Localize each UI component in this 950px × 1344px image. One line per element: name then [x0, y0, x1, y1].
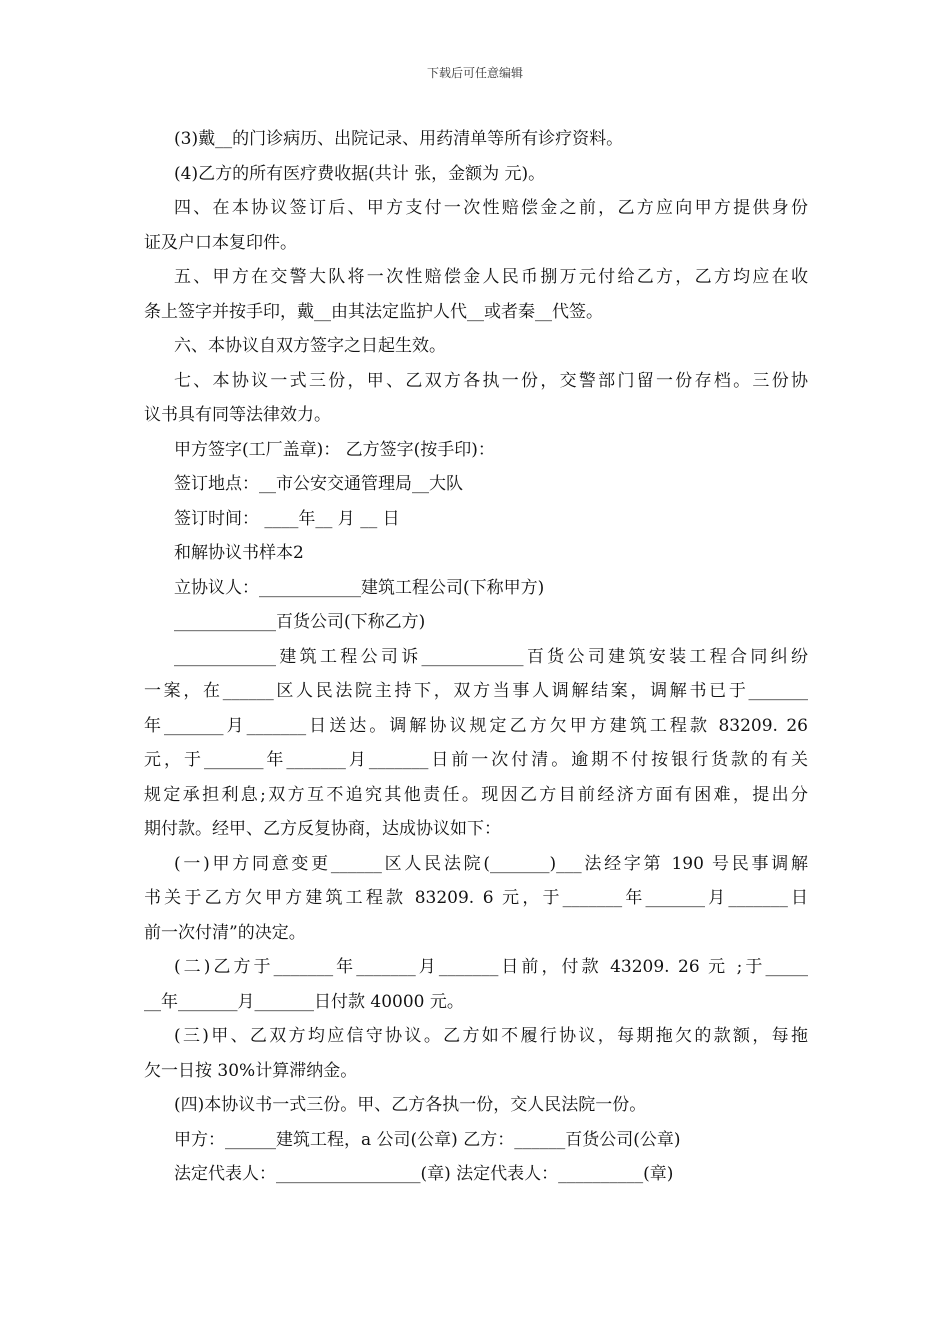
text-line: ____________建筑工程公司诉____________百货公司建筑安装工程合同纠纷: [174, 646, 808, 667]
text-line: 议书具有同等法律效力。: [144, 405, 331, 425]
text-line: 和解协议书样本2: [174, 543, 304, 563]
text-line: 六、本协议自双方签字之日起生效。: [174, 336, 446, 356]
text-line: 法定代表人：_________________(章) 法定代表人：__________(章): [174, 1164, 674, 1184]
text-line: 书关于乙方欠甲方建筑工程款 83209. 6 元，于_______年_______月_______日: [144, 888, 808, 908]
text-line: __年_______月_______日付款 40000 元。: [144, 991, 464, 1012]
text-line: 甲方：______建筑工程，a 公司(公章) 乙方：______百货公司(公章): [174, 1129, 681, 1150]
page-header: 下载后可任意编辑: [426, 66, 523, 80]
text-line: 五、甲方在交警大队将一次性赔偿金人民币捌万元付给乙方，乙方均应在收: [174, 267, 808, 287]
text-line: (一)甲方同意变更______区人民法院(_______)___法经字第 190 号民事调解: [174, 853, 808, 874]
text-line: 条上签字并按手印，戴__由其法定监护人代__或者秦__代签。: [144, 301, 603, 322]
text-line: 七、本协议一式三份，甲、乙双方各执一份，交警部门留一份存档。三份协: [174, 370, 808, 391]
text-line: 证及户口本复印件。: [144, 232, 297, 253]
text-line: 期付款。经甲、乙方反复协商，达成协议如下：: [144, 819, 501, 839]
text-line: 立协议人：____________建筑工程公司(下称甲方): [174, 577, 545, 598]
text-line: 欠一日按 30%计算滞纳金。: [144, 1060, 358, 1081]
text-line: 四、在本协议签订后、甲方支付一次性赔偿金之前，乙方应向甲方提供身份: [174, 198, 808, 218]
text-line: 签订地点：__市公安交通管理局__大队: [174, 474, 463, 494]
text-line: (四)本协议书一式三份。甲、乙方各执一份，交人民法院一份。: [174, 1095, 647, 1115]
text-line: 前一次付清”的决定。: [144, 922, 306, 943]
text-line: 元，于_______年_______月_______日前一次付清。逾期不付按银行货款的有关: [144, 750, 808, 770]
text-line: (三)甲、乙双方均应信守协议。乙方如不履行协议，每期拖欠的款额，每拖: [174, 1026, 808, 1046]
text-line: 甲方签字(工厂盖章)： 乙方签字(按手印)：: [174, 439, 495, 460]
text-line: 签订时间： ____年__ 月 __ 日: [174, 508, 400, 529]
text-line: (3)戴__的门诊病历、出院记录、用药清单等所有诊疗资料。: [174, 129, 624, 149]
text-line: 一案，在______区人民法院主持下，双方当事人调解结案，调解书已于_______: [144, 681, 808, 701]
text-line: (二)乙方于_______年_______月_______日前，付款 43209. 26 元 ;于_____: [174, 957, 808, 977]
text-line: 规定承担利息;双方互不追究其他责任。现因乙方目前经济方面有困难，提出分: [144, 784, 808, 805]
document-body: [144, 122, 808, 1192]
text-line: (4)乙方的所有医疗费收据(共计 张，金额为 元)。: [174, 163, 546, 184]
text-line: ____________百货公司(下称乙方): [174, 612, 426, 632]
text-line: 年_______月_______日送达。调解协议规定乙方欠甲方建筑工程款 83209. 26: [144, 715, 808, 736]
